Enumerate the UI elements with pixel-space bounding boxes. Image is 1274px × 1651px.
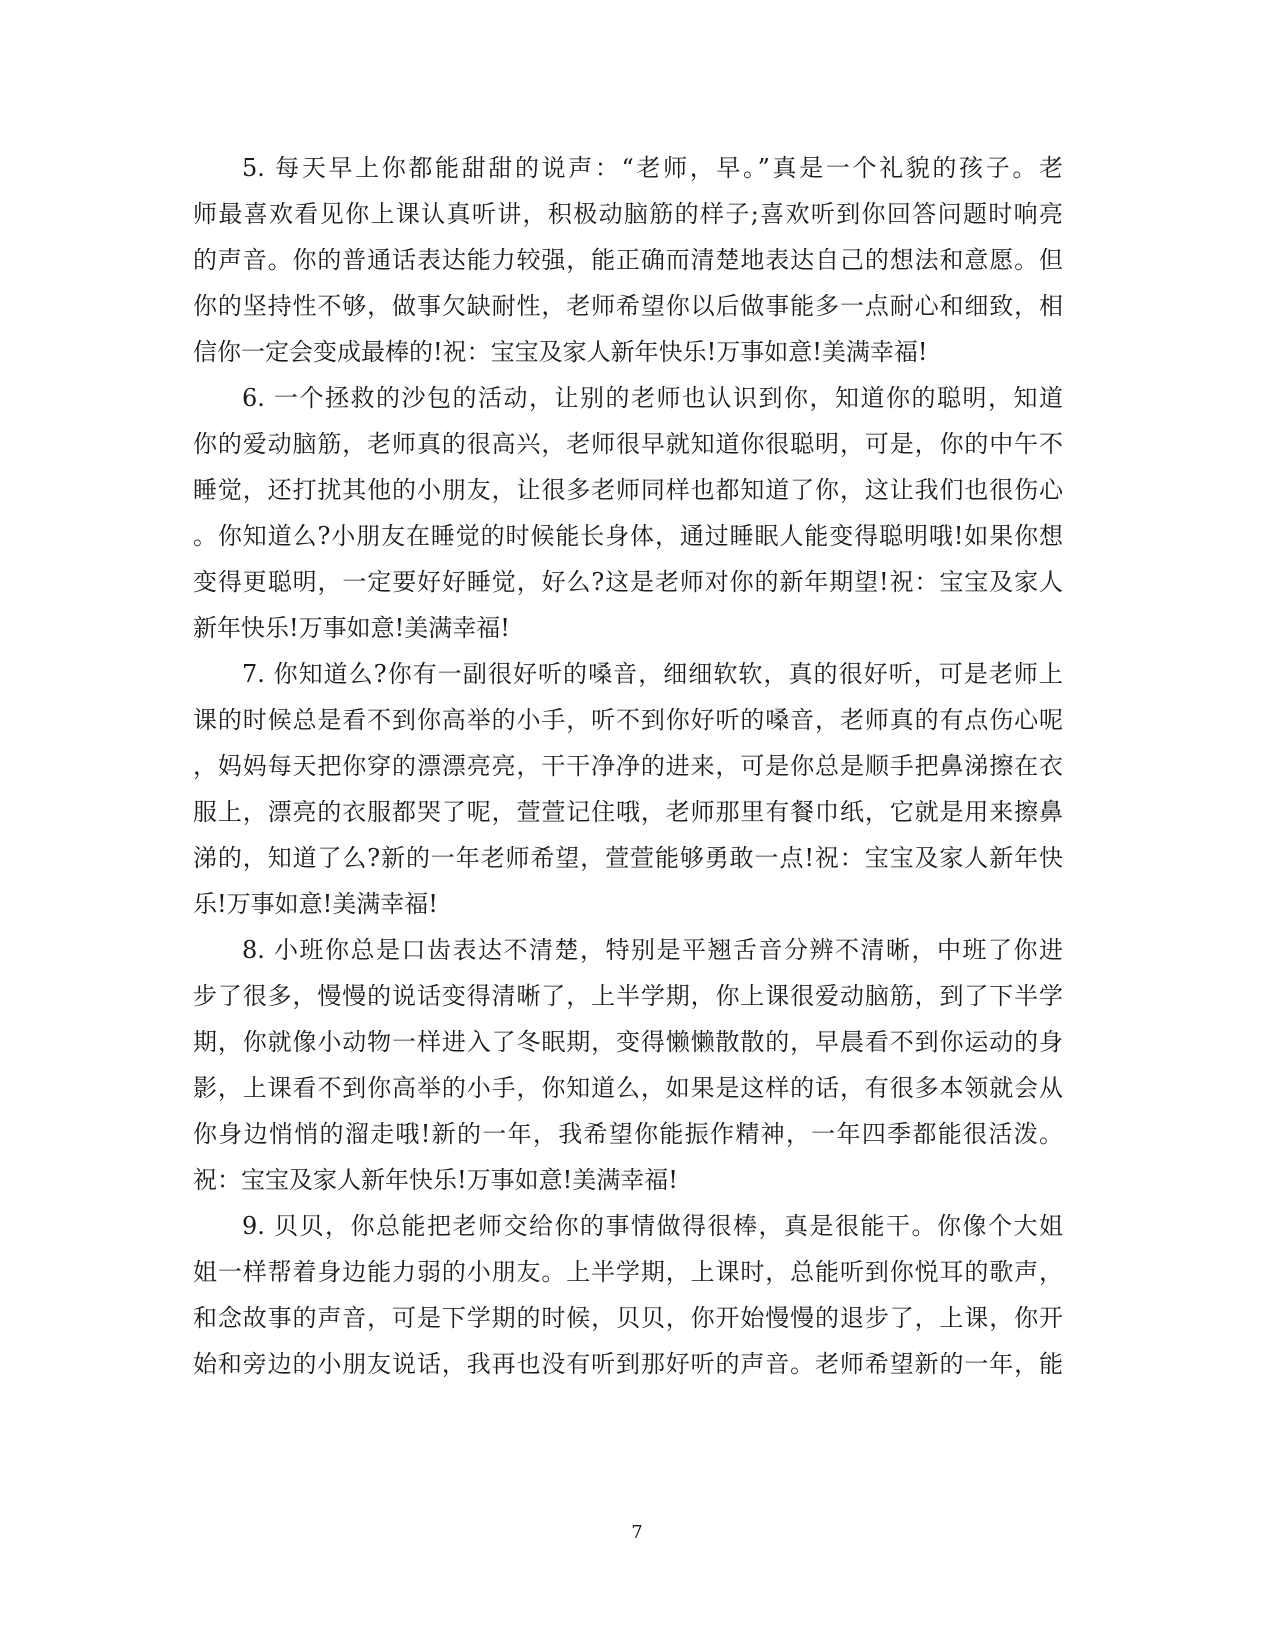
paragraph-8-line-6: 祝：宝宝及家人新年快乐!万事如意!美满幸福! (193, 1166, 678, 1194)
paragraph-6-line-3: 睡觉，还打扰其他的小朋友，让很多老师同样也都知道了你，这让我们也很伤心 (193, 476, 1063, 504)
paragraph-8-line-5: 你身边悄悄的溜走哦!新的一年，我希望你能振作精神，一年四季都能很活泼。 (193, 1120, 1063, 1148)
paragraph-9-line-1: 9. 贝贝，你总能把老师交给你的事情做得很棒，真是很能干。你像个大姐 (242, 1212, 1063, 1240)
paragraph-9-line-3: 和念故事的声音，可是下学期的时候，贝贝，你开始慢慢的退步了，上课，你开 (193, 1304, 1063, 1332)
paragraph-9-line-4: 始和旁边的小朋友说话，我再也没有听到那好听的声音。老师希望新的一年，能 (193, 1350, 1063, 1378)
paragraph-8-line-4: 影，上课看不到你高举的小手，你知道么，如果是这样的话，有很多本领就会从 (193, 1074, 1063, 1102)
paragraph-5-line-1: 5. 每天早上你都能甜甜的说声：“老师，早。”真是一个礼貌的孩子。老 (242, 154, 1063, 182)
paragraph-6-line-2: 你的爱动脑筋，老师真的很高兴，老师很早就知道你很聪明，可是，你的中午不 (193, 430, 1063, 458)
paragraph-7-line-3: ，妈妈每天把你穿的漂漂亮亮，干干净净的进来，可是你总是顺手把鼻涕擦在衣 (193, 752, 1063, 780)
paragraph-8-line-3: 期，你就像小动物一样进入了冬眠期，变得懒懒散散的，早晨看不到你运动的身 (193, 1028, 1063, 1056)
paragraph-5-line-5: 信你一定会变成最棒的!祝：宝宝及家人新年快乐!万事如意!美满幸福! (193, 338, 928, 366)
page-number: 7 (631, 1522, 643, 1543)
paragraph-6-line-5: 变得更聪明，一定要好好睡觉，好么?这是老师对你的新年期望!祝：宝宝及家人 (193, 568, 1063, 596)
paragraph-8-line-2: 步了很多，慢慢的说话变得清晰了，上半学期，你上课很爱动脑筋，到了下半学 (193, 982, 1063, 1010)
paragraph-7-line-6: 乐!万事如意!美满幸福! (193, 890, 438, 918)
paragraph-6-line-6: 新年快乐!万事如意!美满幸福! (193, 614, 510, 642)
paragraph-7-line-2: 课的时候总是看不到你高举的小手，听不到你好听的嗓音，老师真的有点伤心呢 (193, 706, 1063, 734)
paragraph-5-line-3: 的声音。你的普通话表达能力较强，能正确而清楚地表达自己的想法和意愿。但 (193, 246, 1063, 274)
paragraph-6-line-1: 6. 一个拯救的沙包的活动，让别的老师也认识到你，知道你的聪明，知道 (242, 384, 1063, 412)
paragraph-8-line-1: 8. 小班你总是口齿表达不清楚，特别是平翘舌音分辨不清晰，中班了你进 (242, 936, 1063, 964)
paragraph-5-line-4: 你的坚持性不够，做事欠缺耐性，老师希望你以后做事能多一点耐心和细致，相 (193, 292, 1063, 320)
paragraph-7-line-1: 7. 你知道么?你有一副很好听的嗓音，细细软软，真的很好听，可是老师上 (242, 660, 1063, 688)
paragraph-7-line-4: 服上，漂亮的衣服都哭了呢，萱萱记住哦，老师那里有餐巾纸，它就是用来擦鼻 (193, 798, 1063, 826)
paragraph-7-line-5: 涕的，知道了么?新的一年老师希望，萱萱能够勇敢一点!祝：宝宝及家人新年快 (193, 844, 1063, 872)
paragraph-9-line-2: 姐一样帮着身边能力弱的小朋友。上半学期，上课时，总能听到你悦耳的歌声， (193, 1258, 1063, 1286)
paragraph-5-line-2: 师最喜欢看见你上课认真听讲，积极动脑筋的样子;喜欢听到你回答问题时响亮 (193, 200, 1063, 228)
paragraph-6-line-4: 。你知道么?小朋友在睡觉的时候能长身体，通过睡眠人能变得聪明哦!如果你想 (193, 522, 1063, 550)
